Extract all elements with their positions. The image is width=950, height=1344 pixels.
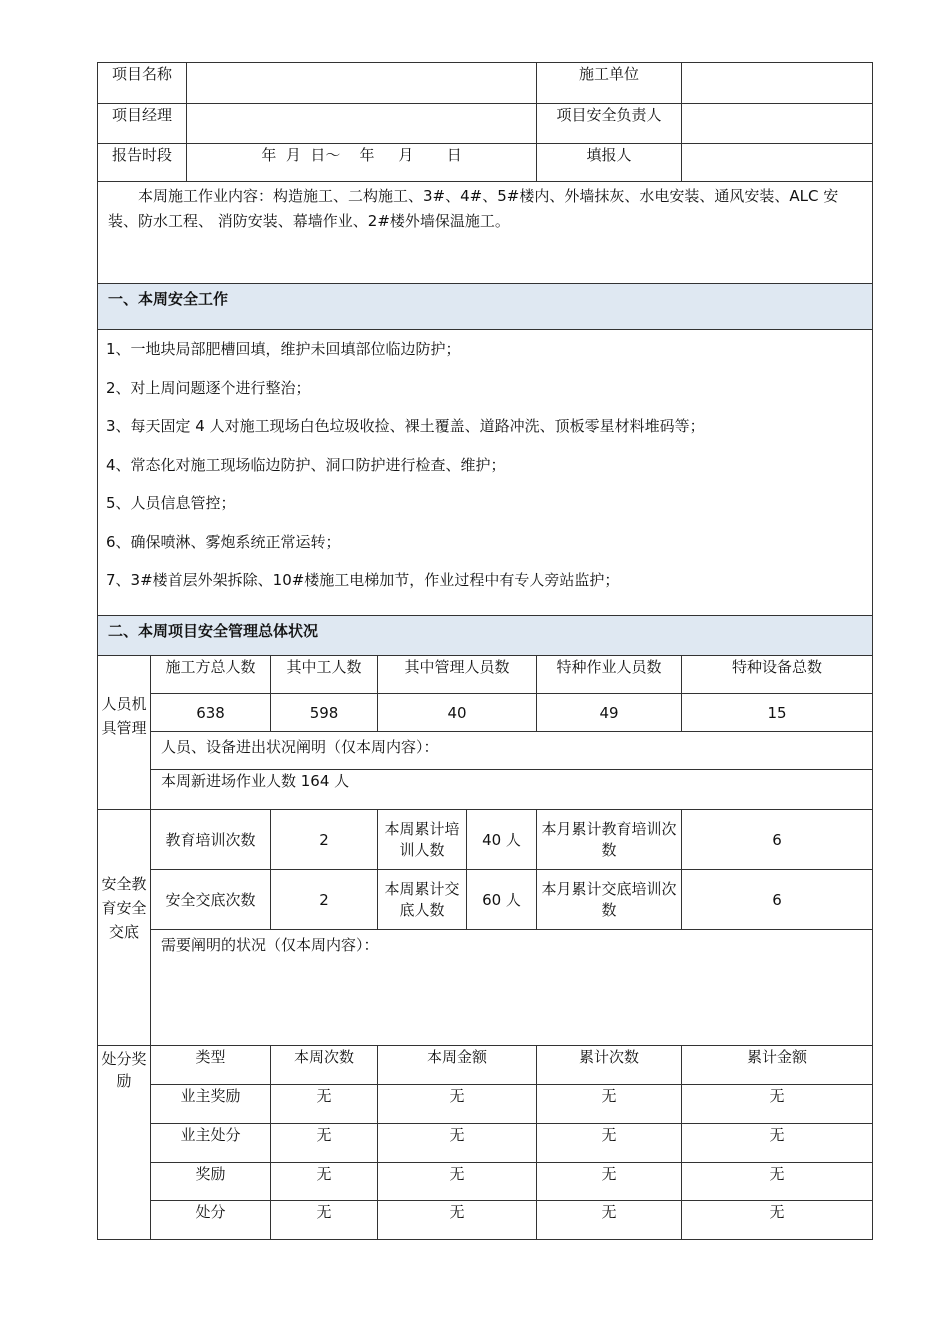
list-item: 1、一地块局部肥槽回填，维护未回填部位临边防护； xyxy=(106,340,461,358)
project-name-label: 项目名称 xyxy=(98,63,187,104)
list-item: 6、确保喷淋、雾炮系统正常运转； xyxy=(106,532,341,551)
education-section-label: 安全教育安全交底 xyxy=(98,810,151,1046)
list-item: 4、常态化对施工现场临边防护、洞口防护进行检查、维护； xyxy=(106,455,506,474)
table-cell: 无 xyxy=(378,1085,537,1124)
table-header: 其中工人数 xyxy=(271,656,378,694)
list-item: 7、3#楼首层外架拆除、10#楼施工电梯加节，作业过程中有专人旁站监护； xyxy=(106,571,620,589)
monthly-training-value: 6 xyxy=(682,810,873,870)
weekly-trained-value: 40 人 xyxy=(467,810,537,870)
table-cell: 无 xyxy=(682,1085,873,1124)
weekly-safety-list xyxy=(98,330,873,616)
monthly-training-label: 本月累计教育培训次数 xyxy=(537,810,682,870)
personnel-note-value: 本周新进场作业人数 164 人 xyxy=(151,770,873,810)
table-header: 施工方总人数 xyxy=(151,656,271,694)
monthly-briefing-label: 本月累计交底培训次数 xyxy=(537,870,682,930)
rewards-section-label: 处分奖励 xyxy=(98,1046,151,1240)
weekly-work-content: 本周施工作业内容：构造施工、二构施工、3#、4#、5#楼内、外墙抹灰、水电安装、通风安装、ALC 安装、防水工程、 消防安装、幕墙作业、2#楼外墙保温施工。 xyxy=(98,182,873,284)
table-cell: 无 xyxy=(682,1124,873,1163)
reporter-label: 填报人 xyxy=(537,144,682,182)
safety-lead-label: 项目安全负责人 xyxy=(537,104,682,144)
table-cell: 无 xyxy=(271,1201,378,1240)
report-period-label: 报告时段 xyxy=(98,144,187,182)
briefing-count-label: 安全交底次数 xyxy=(151,870,271,930)
weekly-trained-label: 本周累计培训人数 xyxy=(378,810,467,870)
table-header: 本周次数 xyxy=(271,1046,378,1085)
managers-value: 40 xyxy=(378,694,537,732)
training-count-value: 2 xyxy=(271,810,378,870)
table-cell: 无 xyxy=(378,1124,537,1163)
weekly-briefed-label: 本周累计交底人数 xyxy=(378,870,467,930)
safety-weekly-report xyxy=(97,62,872,1240)
monthly-briefing-value: 6 xyxy=(682,870,873,930)
list-item: 5、人员信息管控； xyxy=(106,494,236,512)
section-weekly-safety-title: 一、本周安全工作 xyxy=(98,284,873,330)
table-cell: 无 xyxy=(271,1085,378,1124)
reward-type: 处分 xyxy=(151,1201,271,1240)
table-row xyxy=(98,1085,873,1124)
report-period-field[interactable]: 年 月 日～ 年 月 日 xyxy=(187,144,537,182)
list-item: 3、每天固定 4 人对施工现场白色垃圾收捡、裸土覆盖、道路冲洗、顶板零星材料堆码等； xyxy=(106,417,705,435)
table-row xyxy=(98,1201,873,1240)
contractor-label: 施工单位 xyxy=(537,63,682,104)
special-operators-value: 49 xyxy=(537,694,682,732)
table-header: 特种设备总数 xyxy=(682,656,873,694)
project-manager-field[interactable] xyxy=(187,104,537,144)
contractor-field[interactable] xyxy=(682,63,873,104)
special-equipment-value: 15 xyxy=(682,694,873,732)
reporter-field[interactable] xyxy=(682,144,873,182)
table-cell: 无 xyxy=(682,1163,873,1201)
table-cell: 无 xyxy=(682,1201,873,1240)
safety-lead-field[interactable] xyxy=(682,104,873,144)
training-count-label: 教育培训次数 xyxy=(151,810,271,870)
personnel-section-label: 人员机具管理 xyxy=(98,656,151,810)
workers-value: 598 xyxy=(271,694,378,732)
table-header: 其中管理人员数 xyxy=(378,656,537,694)
briefing-count-value: 2 xyxy=(271,870,378,930)
table-cell: 无 xyxy=(537,1163,682,1201)
table-header: 累计金额 xyxy=(682,1046,873,1085)
project-manager-label: 项目经理 xyxy=(98,104,187,144)
table-cell: 无 xyxy=(271,1124,378,1163)
table-cell: 无 xyxy=(537,1201,682,1240)
table-header: 累计次数 xyxy=(537,1046,682,1085)
total-workforce-value: 638 xyxy=(151,694,271,732)
personnel-note-label: 人员、设备进出状况阐明（仅本周内容）： xyxy=(151,732,873,770)
report-table xyxy=(97,62,873,1240)
education-note-label: 需要阐明的状况（仅本周内容）： xyxy=(151,930,873,1046)
table-header: 特种作业人员数 xyxy=(537,656,682,694)
table-cell: 无 xyxy=(378,1201,537,1240)
list-item: 2、对上周问题逐个进行整治； xyxy=(106,378,311,397)
table-cell: 无 xyxy=(378,1163,537,1201)
project-name-field[interactable] xyxy=(187,63,537,104)
reward-type: 业主奖励 xyxy=(151,1085,271,1124)
table-row xyxy=(98,1163,873,1201)
table-cell: 无 xyxy=(537,1124,682,1163)
table-row xyxy=(98,1124,873,1163)
weekly-briefed-value: 60 人 xyxy=(467,870,537,930)
table-cell: 无 xyxy=(271,1163,378,1201)
table-header: 本周金额 xyxy=(378,1046,537,1085)
table-header: 类型 xyxy=(151,1046,271,1085)
reward-type: 奖励 xyxy=(151,1163,271,1201)
table-cell: 无 xyxy=(537,1085,682,1124)
section-overall-status-title: 二、本周项目安全管理总体状况 xyxy=(98,616,873,656)
reward-type: 业主处分 xyxy=(151,1124,271,1163)
